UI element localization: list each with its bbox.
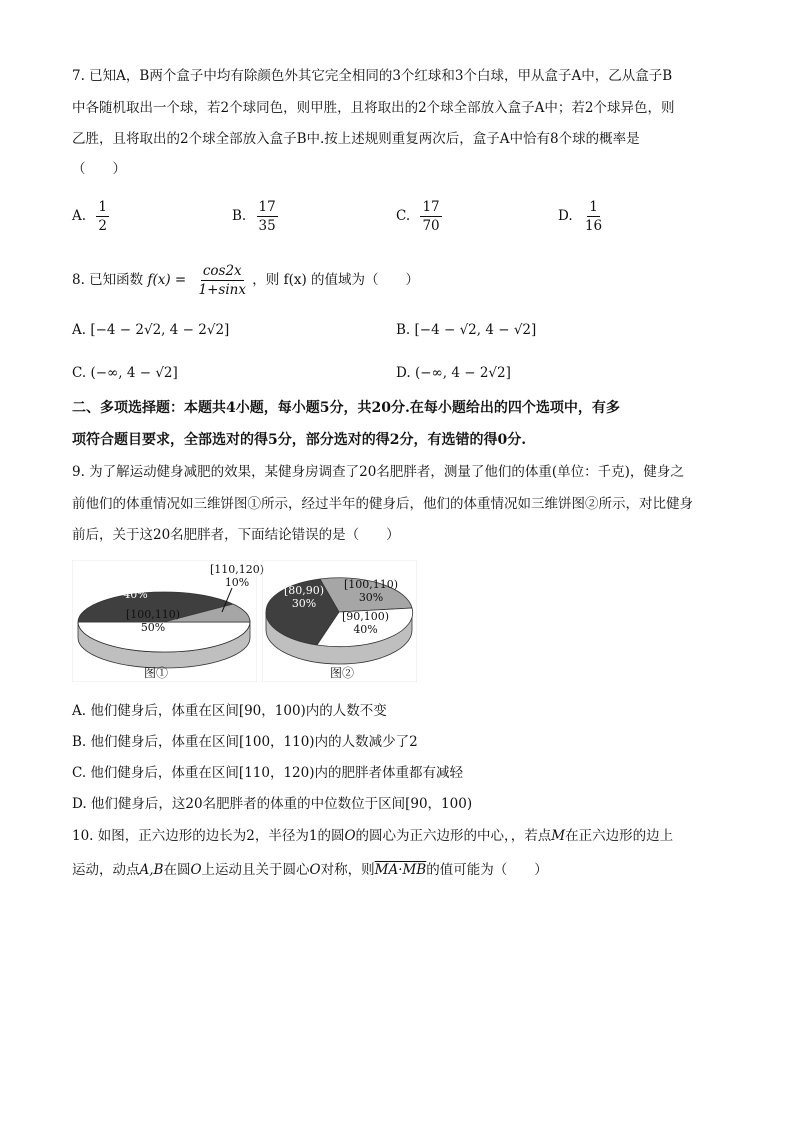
pie1-label-100-110: [100,110) 50% [126,608,181,634]
q9-option-b: B. 他们健身后，体重在区间[100，110)内的人数减少了2 [72,734,418,750]
q9-line-2: 前他们的体重情况如三维饼图①所示，经过半年的健身后，他们的体重情况如三维饼图②所示，对比健身 [72,496,693,512]
q7-option-a: A. $\frac{1}{2}$ [72,199,107,234]
q10-line-1: 10. 如图，正六边形的边长为2，半径为1的圆O的圆心为正六边形的中心，，若点M在正六边形的边上 [72,828,674,844]
pie1-caption: 图① [144,666,169,680]
q8-option-a: A. [−4 − 2√2, 4 − 2√2] [72,322,230,338]
q10-line-2: 运动，动点A,B在圆O上运动且关于圆心O对称，则MA·MB的值可能为（ ） [72,862,548,878]
section2-line-1: 二、多项选择题：本题共4小题，每小题5分，共20分.在每小题给出的四个选项中，有多 [72,400,620,416]
q8-option-b: B. [−4 − √2, 4 − √2] [396,322,537,338]
q7-option-b: B. $\frac{17}{35}$ [232,199,276,234]
q7-line-2: 中各随机取出一个球，若2个球同色，则甲胜，且将取出的2个球全部放入盒子A中；若2个球异色，则 [72,100,675,116]
pie-figure-1 [72,560,265,682]
pie2-caption: 图② [330,666,355,680]
pie-figure-2 [262,560,417,682]
pie1-label-110-120: [110,120) 10% [210,563,265,589]
q7-line-1: 7. 已知A，B两个盒子中均有除颜色外其它完全相同的3个红球和3个白球，甲从盒子A中，乙从盒子B [72,68,673,84]
q9-option-a: A. 他们健身后，体重在区间[90，100)内的人数不变 [72,703,387,719]
q8-option-c: C. (−∞, 4 − √2] [72,365,178,381]
section2-line-2: 项符合题目要求，全部选对的得5分，部分选对的得2分，有选错的得0分. [72,432,527,448]
q9-option-c: C. 他们健身后，体重在区间[110，120)内的肥胖者体重都有减轻 [72,765,463,781]
q7-option-c: C. $\frac{17}{70}$ [396,199,440,234]
pie1-label-90-100: [90,100) 40% [112,575,160,601]
q8-stem: 8. 已知函数 f(x) = $\frac{\cos 2x}{1+\sin x}$ ，则 f(x) 的值域为（ ） [72,263,420,298]
pie2-label-80-90: [80,90) 30% [284,584,325,610]
q7-option-d: D. $\frac{1}{16}$ [558,199,603,234]
q9-option-d: D. 他们健身后，这20名肥胖者的体重的中位数位于区间[90，100) [72,796,473,812]
q9-line-3: 前后，关于这20名肥胖者，下面结论错误的是（ ） [72,527,400,543]
q7-paren: （ ） [72,161,126,177]
q8-option-d: D. (−∞, 4 − 2√2] [396,365,511,381]
pie2-label-90-100: [90,100) 40% [342,610,390,636]
pie2-label-100-110: [100,110) 30% [344,578,399,604]
q9-line-1: 9. 为了解运动健身减肥的效果，某健身房调查了20名肥胖者，测量了他们的体重(单位：千克)，健身之 [72,464,684,480]
q7-line-3: 乙胜，且将取出的2个球全部放入盒子B中.按上述规则重复两次后，盒子A中恰有8个球的概率是 [72,131,640,147]
